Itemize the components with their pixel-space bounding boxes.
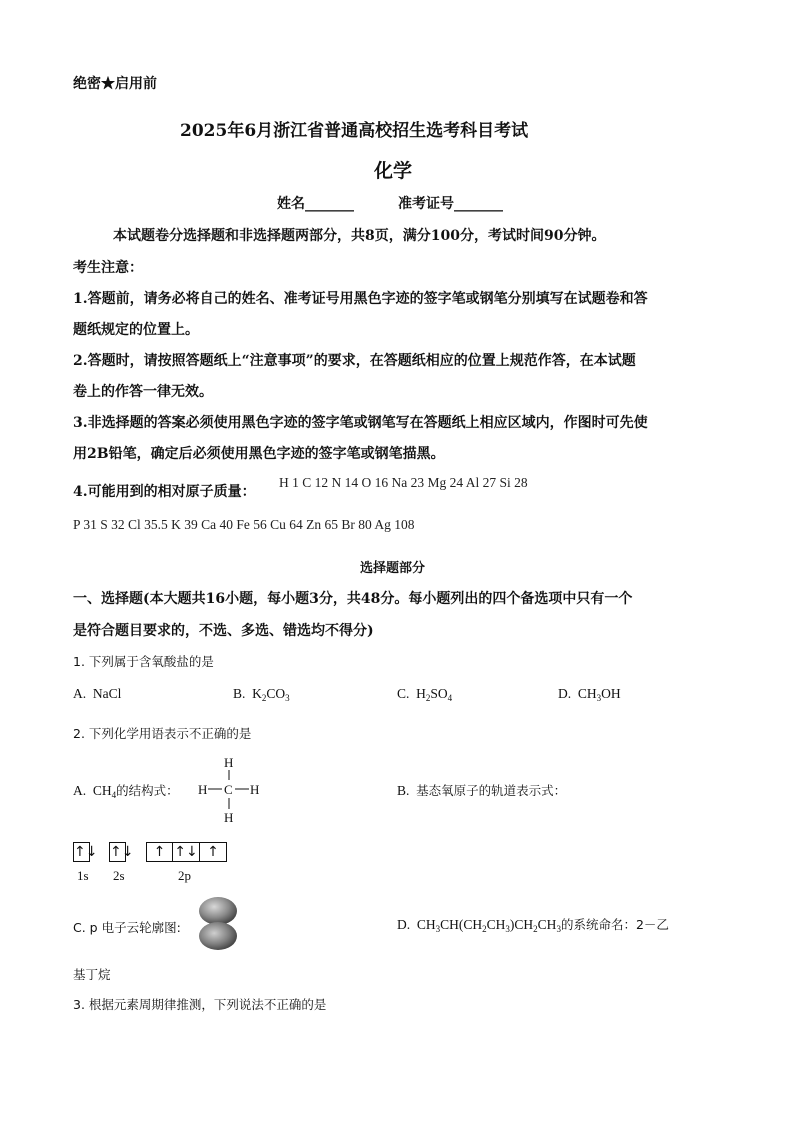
section-heading: 一、选择题(本大题共16小题，每小题3分，共48分。每小题列出的四个备选项中只有一个 <box>73 591 633 607</box>
q1-a-label: A. <box>73 686 87 701</box>
q1-a-text: NaCl <box>92 686 122 701</box>
orbital-label-2p: 2p <box>178 868 191 883</box>
section-heading-cont: 是符合题目要求的，不选、多选、错选均不得分) <box>73 623 374 639</box>
svg-text:H: H <box>198 782 208 797</box>
q2-d-suffix: 的系统命名：2－乙 <box>560 917 669 932</box>
notice-item-2-cont: 卷上的作答一律无效。 <box>73 384 213 400</box>
q2-a-label: A. <box>73 783 87 798</box>
atomic-masses-line-2: P 31 S 32 Cl 35.5 K 39 Ca 40 Fe 56 Cu 64 Zn 65 Br 80 Ag 108 <box>73 517 415 532</box>
orbital-box: ↑↓ <box>74 844 98 860</box>
q1-option-d: D. $CH_3OH$ <box>558 686 621 703</box>
orbital-box: ↑↓ <box>110 844 134 860</box>
svg-text:H: H <box>250 782 260 797</box>
svg-text:C: C <box>224 782 233 797</box>
atomic-masses-line-1: H 1 C 12 N 14 O 16 Na 23 Mg 24 Al 27 Si 28 <box>279 475 528 490</box>
svg-text:H: H <box>224 755 234 770</box>
q2-option-c: C. p 电子云轮廓图: <box>73 920 181 935</box>
q2-d-label: D. <box>397 917 411 932</box>
notice-heading: 考生注意： <box>73 260 143 276</box>
q2-b-text: 基态氧原子的轨道表示式： <box>416 783 567 798</box>
orbital-box: ↑ <box>200 842 227 862</box>
q1-option-b: B. $K_2CO_3$ <box>233 686 290 703</box>
q2-stem: 2. 下列化学用语表示不正确的是 <box>73 726 252 741</box>
methane-structure-diagram <box>196 754 266 826</box>
notice-item-4-label: 4.可能用到的相对原子质量： <box>73 484 256 500</box>
orbital-1s <box>73 842 98 862</box>
q3-stem: 3. 根据元素周期律推测，下列说法不正确的是 <box>73 997 327 1012</box>
p-orbital-dumbbell-image <box>195 896 241 952</box>
q1-stem: 1. 下列属于含氧酸盐的是 <box>73 654 214 669</box>
orbital-box: ↑ <box>146 842 173 862</box>
q2-option-a: A. $CH_4$的结构式： <box>73 783 179 800</box>
orbital-2p <box>146 842 227 862</box>
section-title: 选择题部分 <box>360 561 426 576</box>
svg-text:H: H <box>224 810 234 825</box>
q2-b-label: B. <box>397 783 410 798</box>
q2-option-d-cont: 基丁烷 <box>73 967 111 982</box>
name-field: 姓名_______ <box>277 196 354 212</box>
notice-item-1-cont: 题纸规定的位置上。 <box>73 322 199 338</box>
exam-title: 2025年6月浙江省普通高校招生选考科目考试 <box>180 121 529 141</box>
notice-item-1: 1.答题前，请务必将自己的姓名、准考证号用黑色字迹的签字笔或钢笔分别填写在试题卷和答 <box>73 291 648 307</box>
q1-option-a <box>73 686 121 702</box>
q2-option-d: D. $CH_3CH(CH_2CH_3)CH_2CH_3$的系统命名：2－乙 <box>397 917 669 934</box>
subject-title: 化学 <box>374 160 413 182</box>
notice-item-3-cont: 用2B铅笔，确定后必须使用黑色字迹的签字笔或钢笔描黑。 <box>73 446 445 462</box>
orbital-box: ↑↓ <box>173 842 200 862</box>
secret-label: 绝密★启用前 <box>73 76 157 92</box>
q1-option-c: C. $H_2SO_4$ <box>397 686 453 703</box>
notice-item-3: 3.非选择题的答案必须使用黑色字迹的签字笔或钢笔写在答题纸上相应区域内，作图时可先使 <box>73 415 648 431</box>
intro-text: 本试题卷分选择题和非选择题两部分，共8页，满分100分，考试时间90分钟。 <box>113 228 606 244</box>
q2-a-suffix: 的结构式： <box>116 783 179 798</box>
orbital-2s <box>109 842 134 862</box>
q1-d-label: D. <box>558 686 572 701</box>
orbital-label-2s: 2s <box>113 868 125 883</box>
q2-option-b <box>397 781 566 799</box>
notice-item-2: 2.答题时，请按照答题纸上“注意事项”的要求，在答题纸相应的位置上规范作答，在本试题 <box>73 353 636 369</box>
q1-b-label: B. <box>233 686 246 701</box>
exam-id-field: 准考证号_______ <box>398 196 503 212</box>
q1-c-label: C. <box>397 686 410 701</box>
orbital-label-1s: 1s <box>77 868 89 883</box>
